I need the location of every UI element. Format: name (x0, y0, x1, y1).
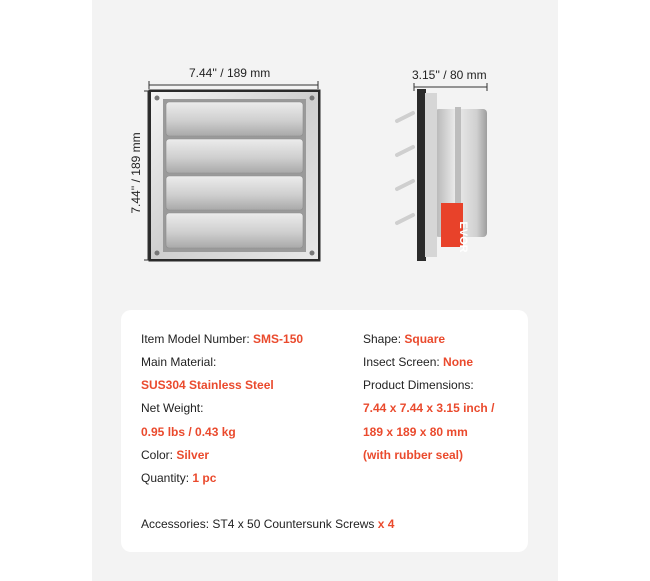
spec-main-material-label: Main Material: (141, 355, 217, 369)
vent-side-view (395, 89, 495, 264)
spec-net-weight-value: 0.95 lbs / 0.43 kg (141, 425, 236, 439)
spec-accessories: Accessories: ST4 x 50 Countersunk Screws x 4 (141, 517, 395, 531)
spec-net-weight-label: Net Weight: (141, 401, 204, 415)
spec-main-material-value: SUS304 Stainless Steel (141, 378, 274, 392)
spec-product-dimensions-line1: 7.44 x 7.44 x 3.15 inch / (363, 401, 495, 415)
side-depth-label: 3.15'' / 80 mm (412, 68, 487, 82)
spec-insect-screen: Insect Screen: None (363, 355, 474, 369)
spec-item-model: Item Model Number: SMS-150 (141, 332, 304, 346)
front-width-label: 7.44'' / 189 mm (189, 66, 271, 80)
spec-color: Color: Silver (141, 448, 210, 462)
spec-product-dimensions-label: Product Dimensions: (363, 378, 474, 392)
vent-front-view (148, 89, 321, 262)
brand-label: EVOR (457, 221, 469, 253)
spec-shape: Shape: Square (363, 332, 446, 346)
front-height-label: 7.44'' / 189 mm (129, 132, 143, 214)
spec-quantity: Quantity: 1 pc (141, 471, 217, 485)
spec-product-dimensions-line3: (with rubber seal) (363, 448, 464, 462)
spec-product-dimensions-line2: 189 x 189 x 80 mm (363, 425, 468, 439)
